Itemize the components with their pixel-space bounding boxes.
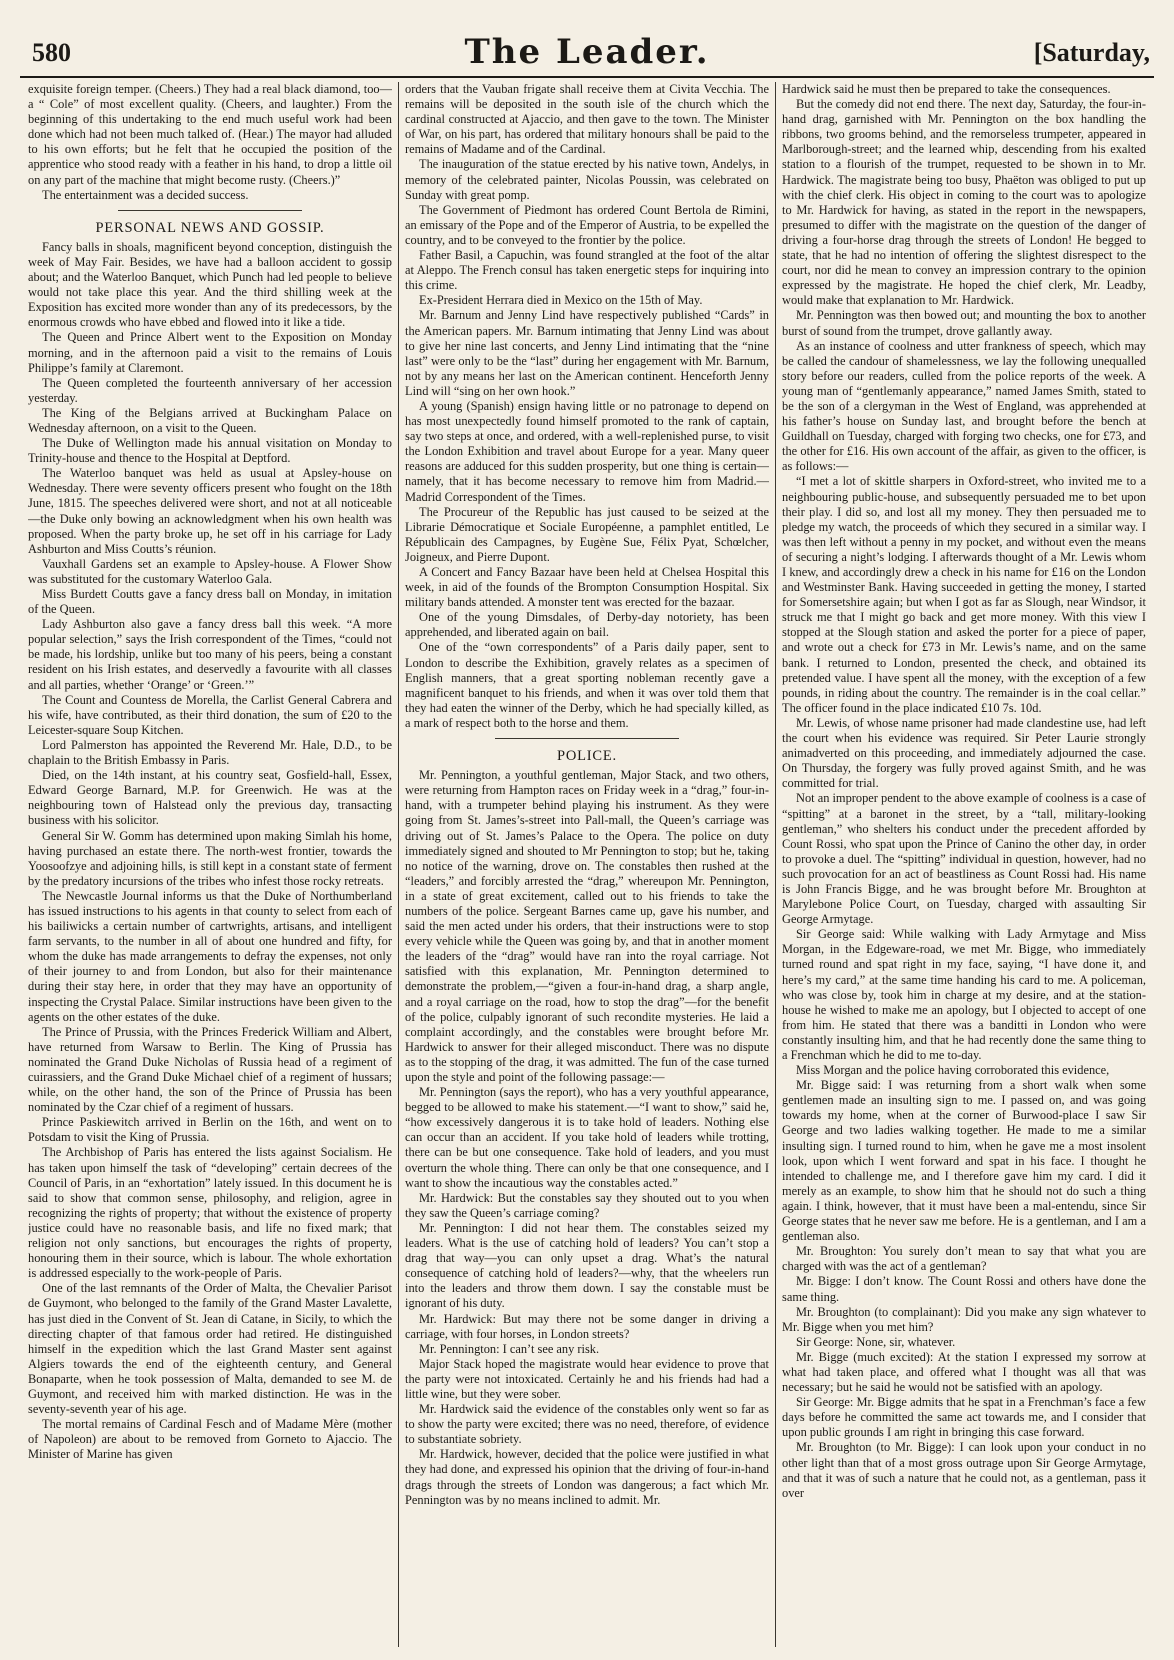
paragraph: The Archbishop of Paris has entered the lists against Socialism. He has taken upon himself the task of “developing” certain decrees of the Council of Paris, in an “exhortation” lately issued. In this document he is said to show that common sense, philosophy, and religion, agree in recognizing the rights of property; that without the existence of property justice could have no reasonable basis, and life no fixed mark; that religion not only sanctions, but encourages the rights of property, honouring them in their source, which is labour. The whole exhortation is addressed especially to the work-people of Paris. bbox=[28, 1145, 392, 1281]
paragraph: The Waterloo banquet was held as usual at Apsley-house on Wednesday. There were seventy officers present who fought on the 18th June, 1815. The speeches delivered were short, and not at all noticeable—the Duke only bowing an acknowledgment when his own health was proposed. When the party broke up, he set off in his carriage for Lady Ashburton and Miss Coutts’s réunion. bbox=[28, 466, 392, 556]
column-rule bbox=[398, 82, 399, 1647]
section-heading-personal-news: PERSONAL NEWS AND GOSSIP. bbox=[95, 219, 325, 236]
paragraph: The Duke of Wellington made his annual visitation on Monday to Trinity-house and thence to the Hospital at Deptford. bbox=[28, 436, 392, 466]
paragraph: The King of the Belgians arrived at Buckingham Palace on Wednesday afternoon, on a visit to the Queen. bbox=[28, 405, 392, 435]
paragraph: The Queen completed the fourteenth anniversary of her accession yesterday. bbox=[28, 375, 392, 405]
paragraph: Mr. Hardwick: But the constables say they shouted out to you when they saw the Queen’s carriage coming? bbox=[405, 1190, 769, 1220]
paragraph: Vauxhall Gardens set an example to Apsley-house. A Flower Show was substituted for the customary Waterloo Gala. bbox=[28, 556, 392, 586]
paragraph: Mr. Bigge said: I was returning from a short walk when some gentlemen made an insulting sign to me. I passed on, and was going towards my home, when at the corner of Burwood-place I saw Sir George and two ladies walking together. He made to me a similar insulting sign. I turned round to him, when he gave me a most insolent look, upon which I went forward and spat in his face. I thought he intended to challenge me, and I therefore gave him my card. I did it merely as an example, to show him that he should not do such a thing again. I think, however, that it must have been a mal-entendu, since Sir George states that he never saw me before. He is a gentleman, and I am a gentleman also. bbox=[782, 1078, 1146, 1244]
paragraph: Lady Ashburton also gave a fancy dress ball this week. “A more popular selection,” says the Irish correspondent of the Times, “could not be made, his lordship, unlike but too many of his peers, being a constant resident on his Irish estates, and deservedly a favourite with all classes and all parties, whether ‘Orange’ or ‘Green.’” bbox=[28, 617, 392, 692]
paragraph: A young (Spanish) ensign having little or no patronage to depend on has most unexpectedly found himself promoted to the rank of captain, say two steps at once, and ordered, with a well-replenished purse, to visit the London Exhibition and travel about Europe for a year. Many queer reasons are adduced for this sudden prosperity, but one thing is certain—namely, that it has become necessary to remove him from Madrid.—Madrid Correspondent of the Times. bbox=[405, 398, 769, 504]
paragraph: Mr. Pennington: I did not hear them. The constables seized my leaders. What is the use of catching hold of leaders? You can’t stop a drag that way—you can only upset a drag. What’s the natural consequence of catching hold of leaders?—why, that the wheelers run into the leaders and throw them down. I say the constable must be ignorant of his duty. bbox=[405, 1220, 769, 1311]
paragraph: Prince Paskiewitch arrived in Berlin on the 16th, and went on to Potsdam to visit the King of Prussia. bbox=[28, 1115, 392, 1145]
paragraph: Mr. Pennington was then bowed out; and mounting the box to another burst of sound from the trumpet, drove gallantly away. bbox=[782, 308, 1146, 338]
paragraph: The Prince of Prussia, with the Princes Frederick William and Albert, have returned from Warsaw to Berlin. The King of Prussia has nominated the Grand Duke Nicholas of Russia head of a regiment of cuirassiers, and the Grand Duke Michael chief of a regiment of hussars; while, on the other hand, the son of the Prince of Prussia has been nominated by the Czar chief of a regiment of hussars. bbox=[28, 1024, 392, 1115]
paragraph: Sir George: None, sir, whatever. bbox=[796, 1334, 956, 1349]
paragraph: Father Basil, a Capuchin, was found strangled at the foot of the altar at Aleppo. The French consul has taken energetic steps for inquiring into this crime. bbox=[405, 248, 769, 293]
column-2 bbox=[405, 82, 769, 1650]
section-divider bbox=[495, 738, 679, 739]
paragraph: Sir George: Mr. Bigge admits that he spat in a Frenchman’s face a few days before he committed the same act towards me, and I consider that upon public grounds I am right in bringing this case forward. bbox=[782, 1395, 1146, 1440]
section-divider bbox=[118, 210, 302, 211]
paragraph: Lord Palmerston has appointed the Reverend Mr. Hale, D.D., to be chaplain to the British Embassy in Paris. bbox=[28, 737, 392, 768]
paragraph: Hardwick said he must then be prepared to take the consequences. bbox=[782, 82, 1111, 96]
paragraph: The Queen and Prince Albert went to the Exposition on Monday morning, and in the afternoon paid a visit to the remains of Louis Philippe’s family at Claremont. bbox=[28, 330, 392, 375]
paragraph: Mr. Hardwick, however, decided that the police were justified in what they had done, and expressed his opinion that the driving of four-in-hand drags through the streets of London was dangerous; a fact which Mr. Pennington was by no means inclined to admit. Mr. bbox=[405, 1447, 769, 1507]
paragraph: Not an improper pendent to the above example of coolness is a case of “spitting” at a baronet in the street, by a “tall, military-looking gentleman,” who shelters his conduct under the precedent afforded by Count Rossi, who spat upon the Prince of Canino the other day, in order to provoke a duel. The “spitting” individual in question, however, had no such provocation for an act of beastliness as Count Rossi had. His name is John Francis Bigge, and he was brought before Mr. Broughton at Marylebone Police Court, on Tuesday, charged with assaulting Sir George Armytage. bbox=[782, 791, 1146, 927]
paragraph: The mortal remains of Cardinal Fesch and of Madame Mère (mother of Napoleon) are about to be removed from Gorneto to Ajaccio. The Minister of Marine has given bbox=[28, 1417, 392, 1462]
paragraph: exquisite foreign temper. (Cheers.) They had a real black diamond, too—a “ Cole” of most excellent quality. (Cheers, and laughter.) From the beginning of this undertaking to the end much useful work had been done which had not been much talked of. (Hear.) The mayor had alluded to his own efforts; but he felt that he occupied the position of the apprentice who stood ready with a feather in his hand, to drop a little oil on any part of the machine that might become rusty. (Cheers.)” bbox=[28, 82, 392, 187]
section-heading-police: POLICE. bbox=[557, 748, 617, 765]
paragraph: Died, on the 14th instant, at his country seat, Gosfield-hall, Essex, Edward George Barnard, M.P. for Greenwich. He was at the neighbouring town of Halstead only the previous day, transacting business with his solicitor. bbox=[28, 768, 392, 828]
paragraph: Mr. Lewis, of whose name prisoner had made clandestine use, had left the court when his evidence was required. Sir Peter Laurie strongly animadverted on this proceeding, and immediately adjourned the case. On Thursday, the forgery was fully proved against Smith, and he was committed for trial. bbox=[782, 715, 1146, 791]
page-number: 580 bbox=[32, 38, 71, 67]
paragraph: The Procureur of the Republic has just caused to be seized at the Librarie Démocratique et Sociale Européenne, a pamphlet entitled, Le Républicain des Campagnes, by Eugène Sue, Félix Pyat, Schœlcher, Joigneux, and Pierre Dupont. bbox=[405, 504, 769, 564]
paragraph: Mr. Broughton (to Mr. Bigge): I can look upon your conduct in no other light than that of a most gross outrage upon Sir George Armytage, and that it was of such a nature that he could not, as a gentleman, pass it over bbox=[782, 1440, 1146, 1500]
paragraph: A Concert and Fancy Bazaar have been held at Chelsea Hospital this week, in aid of the founds of the Brompton Consumption Hospital. Six military bands attended. A monster tent was erected for the bazaar. bbox=[405, 565, 769, 610]
paragraph: Sir George said: While walking with Lady Armytage and Miss Morgan, in the Edgeware-road, we met Mr. Bigge, who immediately turned round and spat right in my face, saying, “I have done it, and here’s my card,” at the same time handing his card to me. A policeman, who was close by, took him in charge at my desire, and at the station-house he wished to make me an apology, but I objected to accept of one from him. He stated that there was a banditti in London who were constantly insulting him, and that he had recently done the same thing to a Frenchman which he did to me to-day. bbox=[782, 927, 1146, 1062]
paragraph: Mr. Pennington: I can’t see any risk. bbox=[419, 1341, 600, 1356]
paragraph: But the comedy did not end there. The next day, Saturday, the four-in-hand drag, garnished with Mr. Pennington on the box handling the ribbons, two grooms behind, and the remorseless trumpeter, appeared in Marlborough-street; and the learned whip, descending from his exalted station to a flourish of the trumpet, requested to be shown in to Mr. Hardwick. The magistrate being too busy, Phaëton was obliged to put up with the chief clerk. His object in coming to the court was to apologize to Mr. Hardwick for having, as stated in the report in the newspapers, presumed to differ with the magistrate on the question of the danger of driving a four-horse drag through the streets of London! He begged to state, that he had no intention of offering the slightest disrespect to the court, nor did he mean to convey an impression contrary to the opinion expressed by the magistrate. He hoped the chief clerk, Mr. Leadby, would make that explanation to Mr. Hardwick. bbox=[782, 97, 1146, 308]
paragraph: Miss Morgan and the police having corroborated this evidence, bbox=[796, 1063, 1110, 1078]
paragraph: Miss Burdett Coutts gave a fancy dress ball on Monday, in imitation of the Queen. bbox=[28, 587, 392, 617]
paragraph: Mr. Barnum and Jenny Lind have respectively published “Cards” in the American papers. Mr. Barnum intimating that Jenny Lind was about to give her nine last concerts, and Jenny Lind intimating that the “nine last” were only to be the “last” during her engagement with Mr. Barnum, not by any means her last on the American continent. Henceforth Jenny Lind will “sing on her own hook.” bbox=[405, 308, 769, 398]
paragraph: Mr. Pennington (says the report), who has a very youthful appearance, begged to be allowed to make his statement.—“I want to show,” said he, “how excessively dangerous it is to take hold of leaders. Nothing else can occur than an accident. If you take hold of leaders while trotting, there can be but one consequence. Take hold of leaders, and you must overturn the whole thing. There can only be that one consequence, and I want to show the incautious way the constables acted.” bbox=[405, 1085, 769, 1190]
paragraph: Mr. Bigge: I don’t know. The Count Rossi and others have done the same thing. bbox=[782, 1274, 1146, 1304]
column-1 bbox=[28, 82, 392, 1650]
masthead bbox=[20, 32, 1154, 78]
paragraph: orders that the Vauban frigate shall receive them at Civita Vecchia. The remains will be deposited in the south isle of the church which the cardinal constructed at Ajaccio, and then gave to the town. The Minister of War, on his part, has ordered that military honours shall be paid to the remains of Madame and of the Cardinal. bbox=[405, 82, 769, 157]
paragraph: Mr. Hardwick: But may there not be some danger in driving a carriage, with four horses, in London streets? bbox=[405, 1311, 769, 1341]
paragraph: The entertainment was a decided success. bbox=[42, 187, 249, 202]
column-3 bbox=[782, 82, 1146, 1650]
paragraph: The Government of Piedmont has ordered Count Bertola de Rimini, an emissary of the Pope and of the Emperor of Austria, to be expelled the country, and to be conveyed to the frontier by the police. bbox=[405, 202, 769, 247]
paragraph: One of the “own correspondents” of a Paris daily paper, sent to London to describe the Exhibition, gravely relates as a specimen of English manners, that a great sporting nobleman recently gave a magnificent banquet to his friends, and when it was over told them that they had eaten the winner of the Derby, which he had specially killed, as a mark of respect both to the horse and them. bbox=[405, 640, 769, 730]
publication-title: The Leader. bbox=[464, 32, 710, 72]
paragraph: Mr. Broughton: You surely don’t mean to say that what you are charged with was the act of a gentleman? bbox=[782, 1244, 1146, 1274]
paragraph: Fancy balls in shoals, magnificent beyond conception, distinguish the week of May Fair. Besides, we have had a balloon accident to gossip about; and the Waterloo Banquet, which Punch had led people to believe would not take place this year. And the third shilling week at the Exposition has excited more wonder than any of its predecessors, by the enormous crowds who have ebbed and flowed into it like a tide. bbox=[28, 239, 392, 330]
paragraph: The Count and Countess de Morella, the Carlist General Cabrera and his wife, have contributed, as their third donation, the sum of £20 to the Leicester-square Soup Kitchen. bbox=[28, 692, 392, 737]
paragraph: One of the young Dimsdales, of Derby-day notoriety, has been apprehended, and liberated again on bail. bbox=[405, 610, 769, 640]
paragraph: Mr. Pennington, a youthful gentleman, Major Stack, and two others, were returning from Hampton races on Friday week in a “drag,” four-in-hand, with a trumpeter behind playing his instrument. As they were going from St. James’s-street into Pall-mall, the Queen’s carriage was driving out of St. James’s Palace to the Opera. The police on duty immediately signed and shouted to Mr Pennington to stop; but he, taking no notice of the warning, drove on. The constables then rushed at the “leaders,” and forcibly arrested the “drag,” whereupon Mr. Pennington, in a state of great excitement, called out to his friends to take the numbers of the police. Sergeant Barnes came up, gave his number, and said the men acted under his orders, that their instructions were to stop every vehicle while the Queen was going by, and that in another moment the leaders of the “drag” would have ran into the royal carriage. Not satisfied with this explanation, Mr. Pennington determined to demonstrate the problem,—“given a four-in-hand drag, a sharp angle, and a royal carriage on the road, how to stop the drag”—for the benefit of the police, culpably ignorant of such recondite mysteries. He laid a complaint accordingly, and the constables were brought before Mr. Hardwick to answer for their alleged misconduct. There was no dispute as to the stopping of the drag, it was admitted. The fun of the case turned upon the style and point of the following passage:— bbox=[405, 768, 769, 1084]
issue-day: [Saturday, bbox=[1033, 38, 1150, 67]
paragraph: The Newcastle Journal informs us that the Duke of Northumberland has issued instructions to his agents in that county to select from each of his bailiwicks a certain number of cartwrights, artisans, and intelligent farm servants, to the number in all of about one hundred and fifty, for whom the duke has made arrangements to defray the expenses, not only of their journey to and from London, but also for their maintenance during their stay here, in order that they may have an opportunity of inspecting the Crystal Palace. Similar instructions have been given to the agents on the other estates of the duke. bbox=[28, 888, 392, 1024]
paragraph: General Sir W. Gomm has determined upon making Simlah his home, having purchased an estate there. The north-west frontier, towards the Yoosoofzye and adjoining hills, is still kept in a constant state of ferment by the predatory incursions of the tribes who infest those rocky retreats. bbox=[28, 828, 392, 888]
paragraph: As an instance of coolness and utter frankness of speech, which may be called the candour of shamelessness, we lay the following unequalled story before our readers, culled from the police reports of the week. A young man of “gentlemanly appearance,” named James Smith, stated to be the son of a clergyman in the West of England, was apprehended at his father’s house on Sunday last, and brought before the bench at Guildhall on Tuesday, charged with forging two checks, one for £73, and the other for £16. His own account of the affair, as given to the officer, is as follows:— bbox=[782, 338, 1146, 474]
paragraph: “I met a lot of skittle sharpers in Oxford-street, who invited me to a neighbouring public-house, and subsequently persuaded me to bet upon their play. I did so, and lost all my money. They then persuaded me to pledge my watch, the proceeds of which they secured in a similar way. I was then left without a penny in my pocket, and without even the means of securing a night’s lodging. I afterwards thought of a Mr. Lewis whom I knew, and accordingly drew a check in his name for £16 on the London and Westminster Bank. Having succeeded in getting the money, I started for Somersetshire again; but when I got as far as Slough, near Windsor, it struck me that I might go back and get more money. With this view I stopped at the Slough station and asked the porter for a piece of paper, and wrote out a check for £73 in Mr. Lewis’s name, and on the same bank. I returned to London, presented the check, and obtained its pretended value. I have spent all the money, with the exception of a few pounds, in riding about the country. The remainder is in the coal cellar.” The officer found in the place indicated £10 7s. 10d. bbox=[782, 474, 1146, 715]
paragraph: Ex-President Herrara died in Mexico on the 15th of May. bbox=[419, 293, 703, 308]
column-rule bbox=[775, 82, 776, 1647]
paragraph: Mr. Broughton (to complainant): Did you make any sign whatever to Mr. Bigge when you met him? bbox=[782, 1304, 1146, 1334]
paragraph: Major Stack hoped the magistrate would hear evidence to prove that the party were not intoxicated. Certainly he and his friends had had a little wine, but they were sober. bbox=[405, 1356, 769, 1401]
paragraph: Mr. Hardwick said the evidence of the constables only went so far as to show the party were excited; there was no need, therefore, of evidence to substantiate sobriety. bbox=[405, 1402, 769, 1447]
paragraph: Mr. Bigge (much excited): At the station I expressed my sorrow at what had taken place, and offered what I thought was all that was necessary; but he said he would not be satisfied with an apology. bbox=[782, 1349, 1146, 1395]
paragraph: One of the last remnants of the Order of Malta, the Chevalier Parisot de Guymont, who belonged to the family of the Grand Master Lavalette, has just died in the Convent of St. Jean di Catane, in Sicily, to which the directing chapter of that famous order had retired. He distinguished himself in the expedition which the last Grand Master sent against Algiers towards the end of the eighteenth century, and General Bonaparte, when he took possession of Malta, demanded to see M. de Guymont, and received him with marked distinction. He was in the seventy-seventh year of his age. bbox=[28, 1281, 392, 1417]
paragraph: The inauguration of the statue erected by his native town, Andelys, in memory of the celebrated painter, Nicolas Poussin, was celebrated on Sunday with great pomp. bbox=[405, 157, 769, 202]
